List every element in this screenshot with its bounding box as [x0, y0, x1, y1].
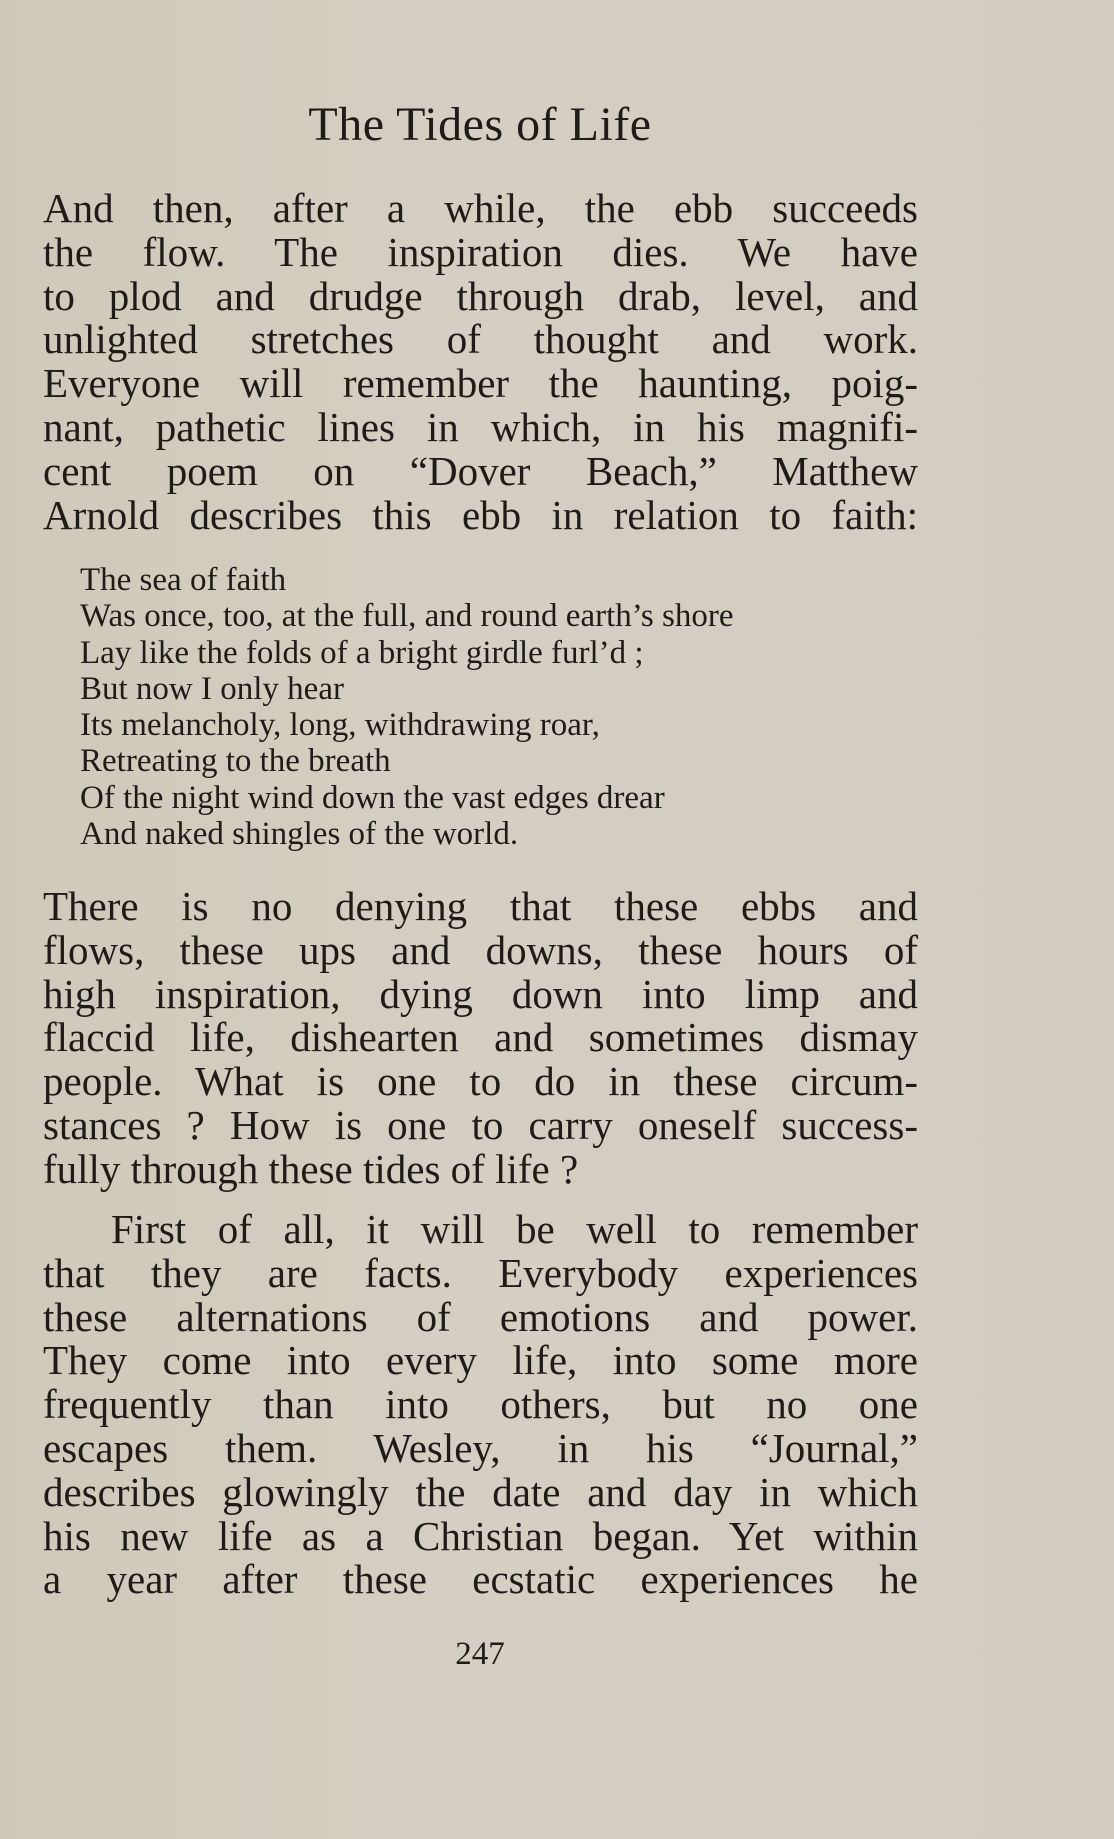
- paragraph-line: people. What is one to do in these circum-: [43, 1058, 918, 1105]
- paragraph-line: unlighted stretches of thought and work.: [43, 316, 918, 363]
- verse-line: Of the night wind down the vast edges drear: [80, 779, 665, 816]
- paragraph-line: Everyone will remember the haunting, poig-: [43, 360, 918, 407]
- verse-line: Its melancholy, long, withdrawing roar,: [80, 707, 600, 744]
- verse-line: Was once, too, at the full, and round earth’s shore: [80, 598, 734, 635]
- paragraph-line: nant, pathetic lines in which, in his magnifi-: [43, 403, 918, 450]
- paragraph-3: [43, 1208, 918, 1602]
- verse-quotation: [80, 562, 900, 852]
- paragraph-line: describes glowingly the date and day in which: [43, 1468, 918, 1515]
- paragraph-line: high inspiration, dying down into limp and: [43, 970, 918, 1017]
- verse-line: Retreating to the breath: [80, 743, 391, 780]
- verse-line: But now I only hear: [80, 670, 344, 707]
- paragraph-line: escapes them. Wesley, in his “Journal,”: [43, 1424, 918, 1471]
- paragraph-line: flaccid life, dishearten and sometimes dismay: [43, 1014, 918, 1061]
- paragraph-line: stances ? How is one to carry oneself success-: [43, 1101, 918, 1148]
- paragraph-line: these alternations of emotions and power.: [43, 1293, 918, 1340]
- paragraph-line: frequently than into others, but no one: [43, 1381, 918, 1428]
- paragraph-1: [43, 187, 918, 537]
- paragraph-line: his new life as a Christian began. Yet within: [43, 1512, 918, 1559]
- page-number: 247: [455, 1636, 505, 1672]
- verse-line: The sea of faith: [80, 562, 287, 598]
- verse-line: And naked shingles of the world.: [80, 816, 519, 853]
- paragraph-line: First of all, it will be well to remember: [111, 1206, 918, 1252]
- paragraph-line: They come into every life, into some more: [43, 1337, 918, 1384]
- paragraph-line: There is no denying that these ebbs and: [43, 883, 918, 929]
- paragraph-line: Arnold describes this ebb in relation to faith:: [43, 491, 918, 538]
- paragraph-line: flows, these ups and downs, these hours of: [43, 926, 918, 973]
- paragraph-line: fully through these tides of life ?: [43, 1145, 579, 1192]
- paragraph-line: that they are facts. Everybody experiences: [43, 1249, 918, 1296]
- verse-line: Lay like the folds of a bright girdle furl’d ;: [80, 634, 644, 671]
- paragraph-line: And then, after a while, the ebb succeeds: [43, 185, 918, 231]
- running-head: The Tides of Life: [308, 98, 652, 151]
- paragraph-line: the flow. The inspiration dies. We have: [43, 228, 918, 275]
- paragraph-line: to plod and drudge through drab, level, and: [43, 272, 918, 319]
- paragraph-line: cent poem on “Dover Beach,” Matthew: [43, 447, 918, 494]
- paragraph-line: a year after these ecstatic experiences he: [43, 1556, 918, 1603]
- paragraph-2: [43, 885, 918, 1192]
